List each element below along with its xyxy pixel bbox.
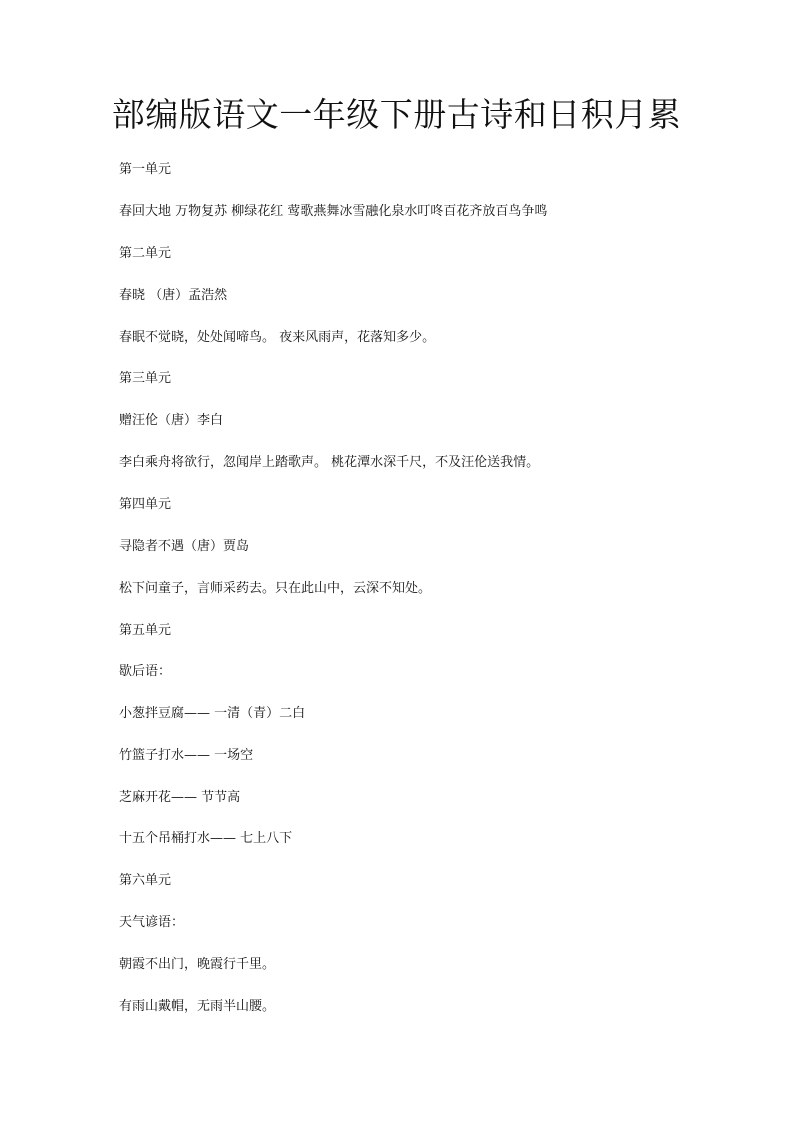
xiehouyu-item: 小葱拌豆腐—— 一清（青）二白	[119, 706, 306, 721]
weather-proverb: 朝霞不出门，晚霞行千里。	[119, 957, 276, 972]
unit-3-heading: 第三单元	[119, 371, 172, 386]
weather-proverbs-heading: 天气谚语：	[119, 915, 185, 930]
poem-title-zengwanglun: 赠汪伦（唐）李白	[119, 413, 224, 428]
unit-1-heading: 第一单元	[119, 162, 172, 177]
unit-6-heading: 第六单元	[119, 873, 172, 888]
unit-2-heading: 第二单元	[119, 246, 172, 261]
poem-text-xunyinzhe: 松下问童子，言师采药去。只在此山中，云深不知处。	[119, 581, 432, 596]
document-title: 部编版语文一年级下册古诗和日积月累	[111, 95, 682, 134]
xiehouyu-item: 芝麻开花—— 节节高	[119, 790, 241, 805]
unit-5-heading: 第五单元	[119, 623, 172, 638]
xiehouyu-heading: 歇后语：	[119, 664, 172, 679]
poem-title-chunxiao: 春晓 （唐）孟浩然	[119, 288, 228, 303]
xiehouyu-item: 十五个吊桶打水—— 七上八下	[119, 831, 293, 846]
unit-4-heading: 第四单元	[119, 497, 172, 512]
poem-title-xunyinzhe: 寻隐者不遇（唐）贾岛	[119, 539, 250, 554]
xiehouyu-item: 竹篮子打水—— 一场空	[119, 748, 254, 763]
poem-text-zengwanglun: 李白乘舟将欲行，忽闻岸上踏歌声。 桃花潭水深千尺，不及汪伦送我情。	[119, 455, 540, 470]
poem-text-chunxiao: 春眠不觉晓，处处闻啼鸟。 夜来风雨声，花落知多少。	[119, 330, 436, 345]
weather-proverb: 有雨山戴帽，无雨半山腰。	[119, 999, 276, 1014]
unit-1-idioms: 春回大地 万物复苏 柳绿花红 莺歌燕舞冰雪融化泉水叮咚百花齐放百鸟争鸣	[119, 204, 548, 219]
